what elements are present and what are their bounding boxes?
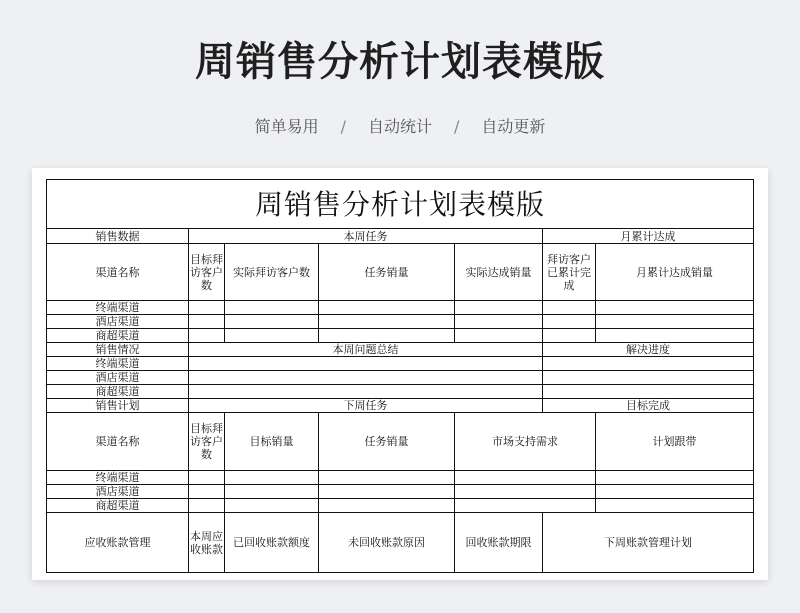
cell[interactable] (596, 485, 754, 499)
cell[interactable] (225, 301, 319, 315)
cell[interactable] (189, 385, 543, 399)
next-week-task-header: 下周任务 (189, 399, 543, 413)
col-header-collected-amount: 已回收账款额度 (225, 513, 319, 573)
tagline (0, 114, 800, 137)
row-label-terminal: 终端渠道 (47, 471, 189, 485)
row-label-supermarket: 商超渠道 (47, 499, 189, 513)
cell[interactable] (319, 499, 455, 513)
col-header-collection-deadline: 回收账款期限 (455, 513, 543, 573)
target-done-header: 目标完成 (543, 399, 754, 413)
table-row (47, 357, 754, 371)
section-label-sales-plan: 销售计划 (47, 399, 189, 413)
cell[interactable] (596, 329, 754, 343)
cell[interactable] (225, 499, 319, 513)
cell[interactable] (596, 471, 754, 485)
sales-plan-table (46, 179, 754, 573)
cell[interactable] (455, 329, 543, 343)
week-task-header: 本周任务 (189, 229, 543, 244)
cell[interactable] (189, 499, 225, 513)
cell[interactable] (189, 471, 225, 485)
cell[interactable] (225, 315, 319, 329)
table-row (47, 315, 754, 329)
cell[interactable] (189, 371, 543, 385)
tag-auto-update: 自动更新 (481, 117, 546, 136)
week-summary-header: 本周问题总结 (189, 343, 543, 357)
col-header-actual-volume: 实际达成销量 (455, 244, 543, 301)
row-label-hotel: 酒店渠道 (47, 485, 189, 499)
tag-easy: 简单易用 (254, 117, 319, 136)
col-header-task-volume: 任务销量 (319, 413, 455, 471)
col-header-channel: 渠道名称 (47, 413, 189, 471)
section-label-sales-data: 销售数据 (47, 229, 189, 244)
col-header-visits-completed: 拜访客户已累计完成 (543, 244, 596, 301)
row-label-terminal: 终端渠道 (47, 357, 189, 371)
cell[interactable] (319, 329, 455, 343)
table-row (47, 499, 754, 513)
col-header-target-visits: 目标拜访客户数 (189, 413, 225, 471)
tag-separator: / (454, 117, 460, 136)
cell[interactable] (455, 471, 596, 485)
cell[interactable] (596, 301, 754, 315)
cell[interactable] (189, 485, 225, 499)
cell[interactable] (543, 357, 754, 371)
cell[interactable] (319, 301, 455, 315)
cell[interactable] (319, 471, 455, 485)
col-header-market-support: 市场支持需求 (455, 413, 596, 471)
col-header-next-week-plan: 下周账款管理计划 (543, 513, 754, 573)
col-header-target-visits: 目标拜访客户数 (189, 244, 225, 301)
cell[interactable] (455, 499, 596, 513)
month-target-header: 月累计达成 (543, 229, 754, 244)
col-header-channel: 渠道名称 (47, 244, 189, 301)
cell[interactable] (543, 371, 754, 385)
cell[interactable] (319, 315, 455, 329)
cell[interactable] (189, 329, 225, 343)
col-header-month-volume: 月累计达成销量 (596, 244, 754, 301)
tag-auto-stats: 自动统计 (367, 117, 432, 136)
table-row (47, 329, 754, 343)
cell[interactable] (225, 485, 319, 499)
row-label-hotel: 酒店渠道 (47, 315, 189, 329)
row-label-terminal: 终端渠道 (47, 301, 189, 315)
col-header-actual-visits: 实际拜访客户数 (225, 244, 319, 301)
tag-separator: / (340, 117, 346, 136)
col-header-week-receivable: 本周应收账款 (189, 513, 225, 573)
cell[interactable] (189, 301, 225, 315)
table-row (47, 371, 754, 385)
col-header-uncollected-reason: 未回收账款原因 (319, 513, 455, 573)
table-row (47, 385, 754, 399)
col-header-task-volume: 任务销量 (319, 244, 455, 301)
sheet-title: 周销售分析计划表模版 (47, 180, 754, 229)
page-title: 周销售分析计划表模版 (195, 39, 605, 85)
col-header-target-volume: 目标销量 (225, 413, 319, 471)
table-row (47, 471, 754, 485)
cell[interactable] (455, 301, 543, 315)
cell[interactable] (225, 471, 319, 485)
cell[interactable] (319, 485, 455, 499)
cell[interactable] (189, 357, 543, 371)
cell[interactable] (596, 499, 754, 513)
cell[interactable] (225, 329, 319, 343)
col-header-plan-follow: 计划跟带 (596, 413, 754, 471)
cell[interactable] (543, 301, 596, 315)
cell[interactable] (596, 315, 754, 329)
row-label-supermarket: 商超渠道 (47, 385, 189, 399)
cell[interactable] (189, 315, 225, 329)
col-header-receivables: 应收账款管理 (47, 513, 189, 573)
table-row (47, 301, 754, 315)
row-label-supermarket: 商超渠道 (47, 329, 189, 343)
spreadsheet-preview (32, 168, 768, 580)
section-label-sales-status: 销售情况 (47, 343, 189, 357)
progress-header: 解决进度 (543, 343, 754, 357)
cell[interactable] (455, 485, 596, 499)
row-label-hotel: 酒店渠道 (47, 371, 189, 385)
cell[interactable] (543, 385, 754, 399)
table-row (47, 485, 754, 499)
cell[interactable] (543, 329, 596, 343)
cell[interactable] (455, 315, 543, 329)
cell[interactable] (543, 315, 596, 329)
